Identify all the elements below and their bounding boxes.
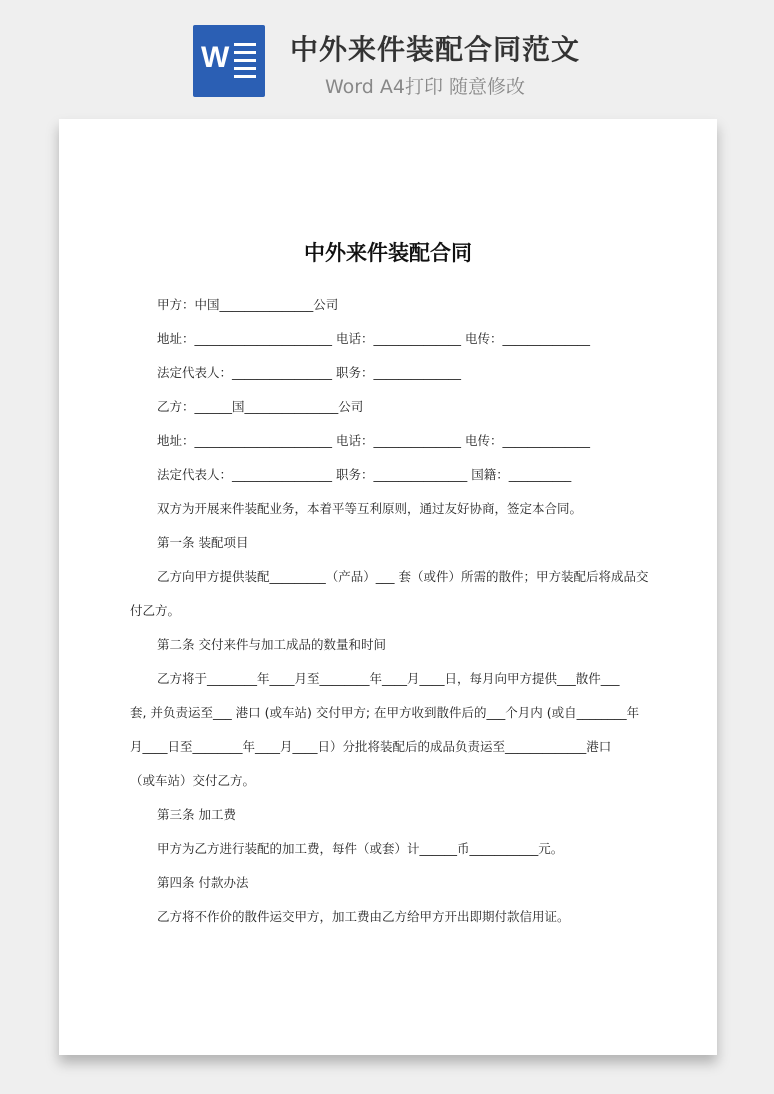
word-icon-letter: W [201,41,230,74]
preamble-paragraph: 双方为开展来件装配业务，本着平等互利原则，通过友好协商，签定本合同。 [157,501,583,516]
party-b-line: 乙方：______国_______________公司 [157,399,364,414]
article-1-heading: 第一条 装配项目 [157,535,249,550]
page-subtitle: Word A4打印 随意修改 [325,76,526,98]
article-3-heading: 第三条 加工费 [157,807,236,822]
page-title: 中外来件装配合同范文 [290,33,581,66]
article-2-text-line-3: 月____日至________年____月____日）分批将装配后的成品负责运至_____________港口 [130,739,612,754]
party-b-address-line: 地址：______________________ 电话：______________ 电传：______________ [157,433,590,448]
party-a-line: 甲方：中国_______________公司 [157,297,339,312]
word-icon-lines [234,43,256,83]
party-a-representative-line: 法定代表人：________________ 职务：______________ [157,365,461,380]
article-4-heading: 第四条 付款办法 [157,875,249,890]
word-doc-icon [193,25,265,97]
party-b-representative-line: 法定代表人：________________ 职务：_______________ 国籍：__________ [157,467,572,482]
article-3-text: 甲方为乙方进行装配的加工费，每件（或套）计______币___________元。 [157,841,564,856]
article-1-text-line-2: 付乙方。 [130,603,181,618]
header [0,0,774,115]
article-2-text-line-2: 套, 并负责运至___ 港口 (或车站) 交付甲方; 在甲方收到散件后的___个月内 (或自________年 [130,705,640,720]
article-2-text-line-4: （或车站）交付乙方。 [130,773,256,788]
article-2-heading: 第二条 交付来件与加工成品的数量和时间 [157,637,386,652]
article-4-text: 乙方将不作价的散件运交甲方，加工费由乙方给甲方开出即期付款信用证。 [157,909,570,924]
article-1-text-line-1: 乙方向甲方提供装配_________（产品）___ 套（或件）所需的散件；甲方装配后将成品交 [157,569,649,584]
article-2-text-line-1: 乙方将于________年____月至________年____月____日，每月向甲方提供___散件___ [157,671,620,686]
document-page [59,119,717,1055]
party-a-address-line: 地址：______________________ 电话：______________ 电传：______________ [157,331,590,346]
document-title: 中外来件装配合同 [304,241,472,265]
